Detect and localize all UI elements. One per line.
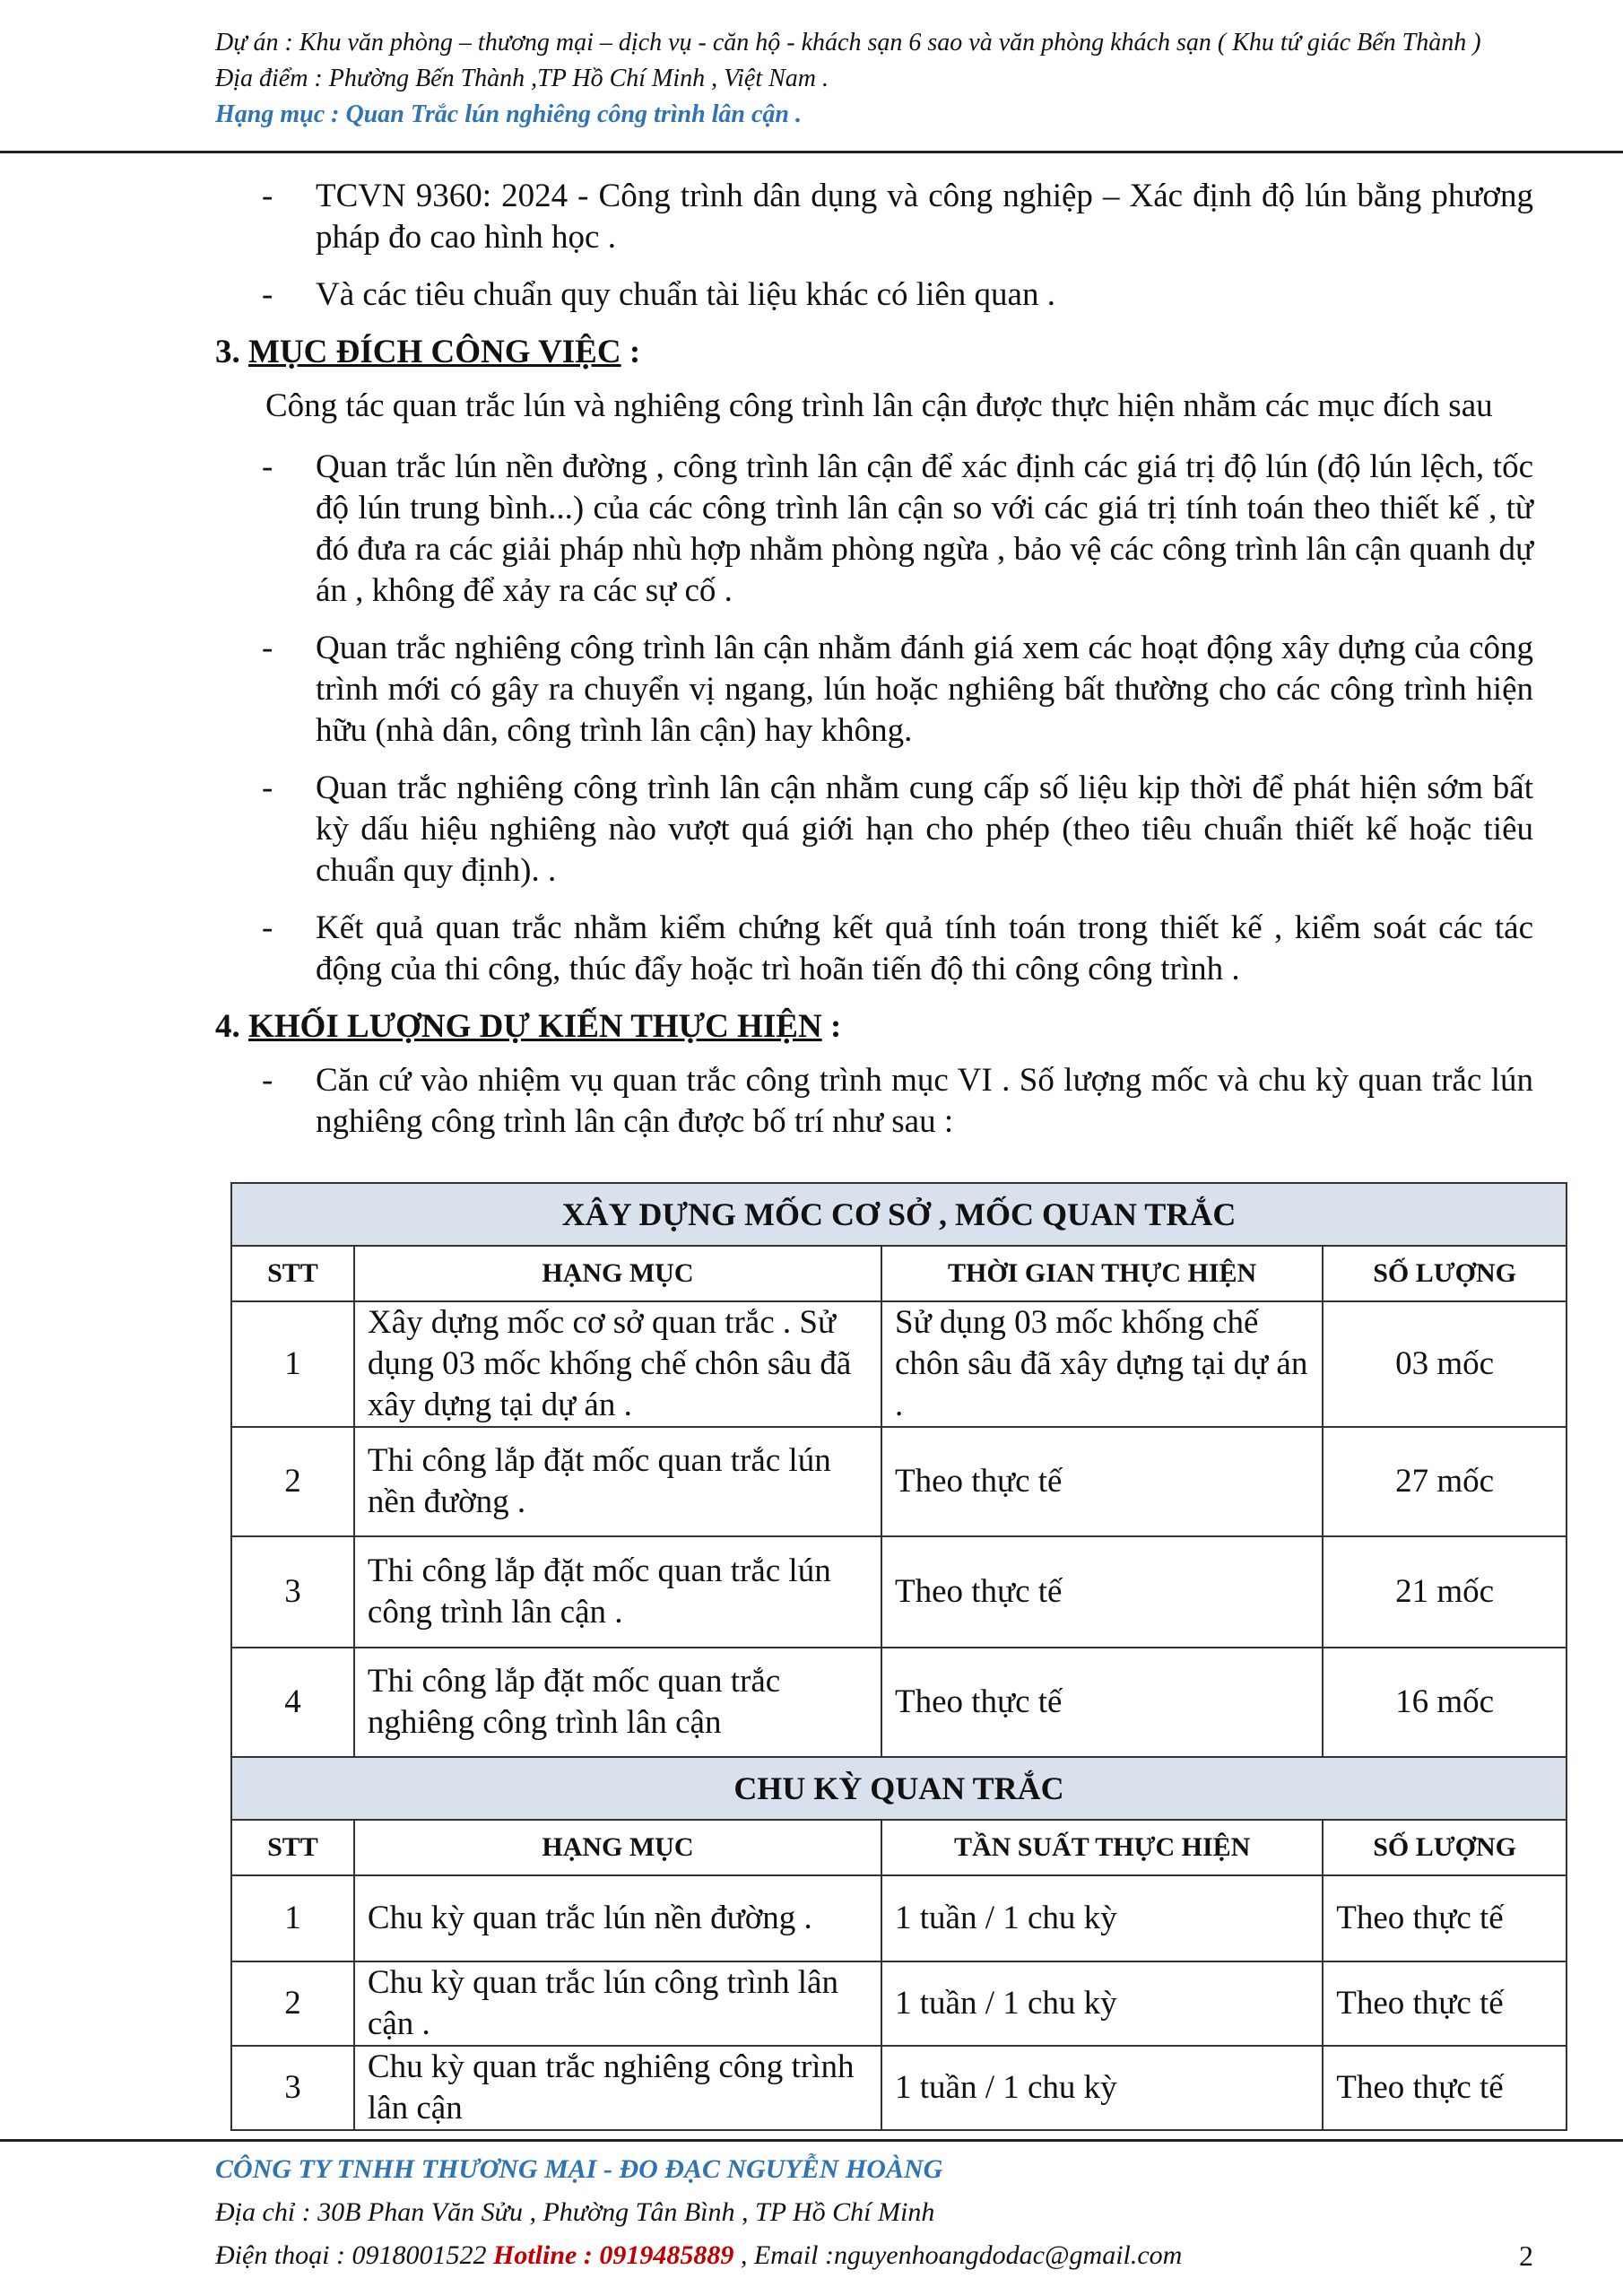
- list-item: - Quan trắc lún nền đường , công trình lân cận để xác định các giá trị độ lún (độ lún lệch, tốc độ lún trung bình...) của các công trình lân cận so với các giá trị tính toán theo thiết kế , từ đó đưa ra các giải pháp nhù hợp nhằm phòng ngừa , bảo vệ các công trình lân cận quanh dự án , không để xảy ra các sự cố .: [262, 448, 1533, 609]
- table-row: 2 Thi công lắp đặt mốc quan trắc lún nền đường . Theo thực tế 27 mốc: [231, 1427, 1567, 1536]
- list-item: - Quan trắc nghiêng công trình lân cận nhằm đánh giá xem các hoạt động xây dựng của công trình mới có gây ra chuyển vị ngang, lún hoặc nghiêng bất thường cho các công trình hiện hữu (nhà dân, công trình lân cận) hay không.: [262, 630, 1533, 749]
- table-band-header: CHU KỲ QUAN TRẮC: [231, 1757, 1567, 1820]
- page-header: [215, 25, 1481, 133]
- header-location: Địa điểm : Phường Bến Thành ,TP Hồ Chí Minh , Việt Nam .: [215, 65, 829, 92]
- footer-hotline: Hotline : 0919485889: [492, 2240, 734, 2270]
- table-row: 1 Chu kỳ quan trắc lún nền đường . 1 tuần / 1 chu kỳ Theo thực tế: [231, 1875, 1567, 1961]
- table-row: 3 Thi công lắp đặt mốc quan trắc lún công trình lân cận . Theo thực tế 21 mốc: [231, 1536, 1567, 1648]
- section-3-intro: Công tác quan trắc lún và nghiêng công trình lân cận được thực hiện nhằm các mục đích sau: [265, 387, 1493, 424]
- footer-address: Địa chỉ : 30B Phan Văn Sửu , Phường Tân Bình , TP Hồ Chí Minh: [215, 2197, 935, 2227]
- header-divider: [0, 151, 1623, 153]
- header-category: Hạng mục : Quan Trắc lún nghiêng công trình lân cận .: [215, 100, 803, 128]
- page-footer: [215, 2148, 1533, 2277]
- page-number: 2: [1519, 2239, 1533, 2272]
- list-item: - Và các tiêu chuẩn quy chuẩn tài liệu khác có liên quan .: [262, 276, 1055, 313]
- list-item: - Kết quả quan trắc nhằm kiểm chứng kết quả tính toán trong thiết kế , kiểm soát các tác động của thi công, thúc đẩy hoặc trì hoãn tiến độ thi công công trình .: [262, 909, 1533, 987]
- table-row: 2 Chu kỳ quan trắc lún công trình lân cận . 1 tuần / 1 chu kỳ Theo thực tế: [231, 1961, 1567, 2046]
- footer-company: CÔNG TY TNHH THƯƠNG MẠI - ĐO ĐẠC NGUYỄN HOÀNG: [215, 2154, 943, 2184]
- list-item: - TCVN 9360: 2024 - Công trình dân dụng và công nghiệp – Xác định độ lún bằng phương pháp đo cao hình học .: [262, 178, 1533, 256]
- table-band-header: XÂY DỰNG MỐC CƠ SỞ , MỐC QUAN TRẮC: [231, 1183, 1567, 1246]
- list-item: - Căn cứ vào nhiệm vụ quan trắc công trình mục VI . Số lượng mốc và chu kỳ quan trắc lún nghiêng công trình lân cận được bố trí như sau :: [262, 1062, 1533, 1140]
- section-4-heading: 4. KHỐI LƯỢNG DỰ KIẾN THỰC HIỆN :: [215, 1008, 842, 1045]
- table-column-headers: STT HẠNG MỤC TẦN SUẤT THỰC HIỆN SỐ LƯỢNG: [231, 1820, 1567, 1875]
- list-item: - Quan trắc nghiêng công trình lân cận nhằm cung cấp số liệu kịp thời để phát hiện sớm bất kỳ dấu hiệu nghiêng nào vượt quá giới hạn cho phép (theo tiêu chuẩn thiết kế hoặc tiêu chuẩn quy định). .: [262, 770, 1533, 889]
- footer-divider: [0, 2139, 1623, 2142]
- main-content: [215, 176, 1533, 1159]
- section-3-heading: 3. MỤC ĐÍCH CÔNG VIỆC :: [215, 334, 641, 370]
- table-column-headers: STT HẠNG MỤC THỜI GIAN THỰC HIỆN SỐ LƯỢNG: [231, 1246, 1567, 1301]
- table-row: 1 Xây dựng mốc cơ sở quan trắc . Sử dụng 03 mốc khống chế chôn sâu đã xây dựng tại dự án . Sử dụng 03 mốc khống chế chôn sâu đã xây dựng tại dự án . 03 mốc: [231, 1301, 1567, 1427]
- footer-contact: Điện thoại : 0918001522 Hotline : 0919485889 , Email :nguyenhoangdodac@gmail.com: [215, 2240, 1183, 2270]
- header-project: Dự án : Khu văn phòng – thương mại – dịch vụ - căn hộ - khách sạn 6 sao và văn phòng khách sạn ( Khu tứ giác Bến Thành ): [215, 29, 1481, 57]
- quantity-table: [230, 1182, 1567, 2131]
- table-row: 3 Chu kỳ quan trắc nghiêng công trình lân cận 1 tuần / 1 chu kỳ Theo thực tế: [231, 2046, 1567, 2130]
- table-row: 4 Thi công lắp đặt mốc quan trắc nghiêng công trình lân cận Theo thực tế 16 mốc: [231, 1648, 1567, 1757]
